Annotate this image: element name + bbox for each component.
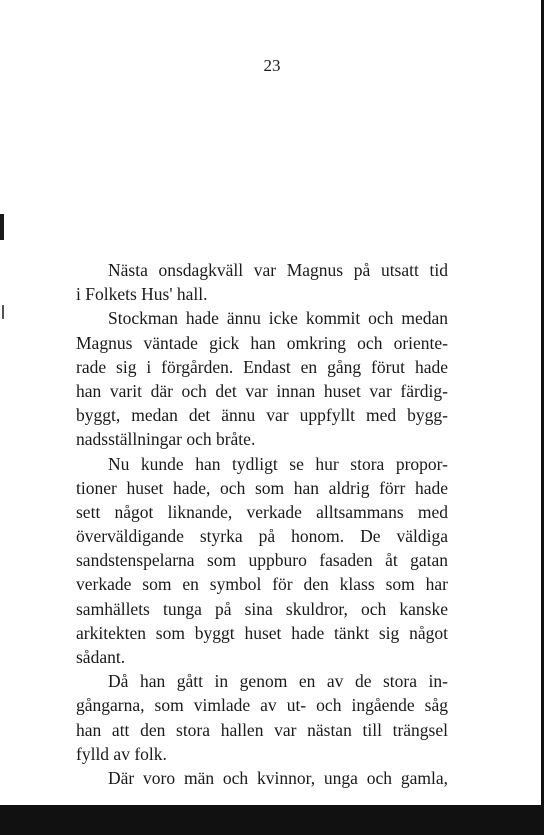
text-line: fylld av folk. [76, 743, 167, 764]
text-line: nadsställningar och bråte. [76, 429, 256, 450]
text-line: i Folkets Hus' hall. [76, 284, 208, 305]
scan-edge-mark-small [2, 305, 4, 319]
text-line: Då han gått in genom en av de stora in- [108, 671, 448, 692]
scan-edge-bottom [0, 805, 544, 835]
page-number: 23 [263, 56, 281, 75]
text-line: verkade som en symbol för den klass som har [76, 574, 448, 595]
text-line: tioner huset hade, och som han aldrig förr hade [76, 477, 448, 498]
text-line: Magnus väntade gick han omkring och oriente- [76, 332, 448, 353]
text-line: sandstenspelarna som uppburo fasaden åt gatan [76, 550, 448, 571]
scan-edge-mark [0, 214, 4, 240]
text-line: samhällets tunga på sina skuldror, och kanske [76, 598, 448, 619]
text-line: byggt, medan det ännu var uppfyllt med bygg- [76, 405, 448, 426]
text-line: överväldigande styrka på honom. De väldiga [76, 526, 448, 547]
text-line: sett något liknande, verkade alltsammans med [76, 501, 448, 522]
text-line: Där voro män och kvinnor, unga och gamla, [108, 767, 448, 788]
text-line: sådant. [76, 647, 126, 667]
text-line: Stockman hade ännu icke kommit och medan [108, 308, 448, 329]
text-line: han varit där och det var innan huset var färdig- [76, 380, 448, 401]
text-line: arkitekten som byggt huset hade tänkt sig något [76, 622, 448, 643]
text-line: rade sig i förgården. Endast en gång förut hade [76, 356, 448, 377]
text-line: han att den stora hallen var nästan till trängsel [76, 719, 448, 740]
text-line: Nästa onsdagkväll var Magnus på utsatt tid [108, 260, 448, 280]
text-line: gångarna, som vimlade av ut- och ingående såg [76, 695, 448, 716]
text-line: Nu kunde han tydligt se hur stora propor- [108, 453, 448, 474]
body-text [76, 258, 448, 790]
